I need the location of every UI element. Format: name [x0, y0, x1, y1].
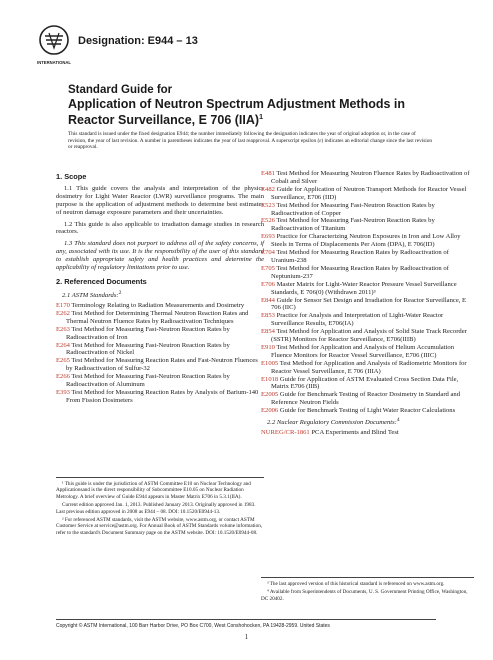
- reference-item: [261, 233, 474, 249]
- reference-list-left: [56, 302, 264, 405]
- reference-title: Test Method for Application and Analysis of Solid State Track Recorder (SSTR) Monitors for Reactor Surveillance, E706(IIIB): [271, 328, 467, 344]
- logo-caption: INTERNATIONAL: [37, 60, 71, 65]
- title-block: [68, 84, 428, 127]
- designation-notice: This standard is issued under the fixed designation E944; the number immediately following the designation indicates the year of original adoption or, in the case of revision, the year of last revision. A number in parentheses indicates the year of last reapproval. A superscript epsilon (ε) indicates an editorial change since the last revision or reapproval.: [68, 131, 433, 151]
- nrc-reference-title: PCA Experiments and Blind Test: [309, 429, 399, 437]
- reference-item: [261, 202, 474, 218]
- reference-link[interactable]: E844: [261, 296, 275, 304]
- scope-paragraph-3: 1.3 This standard does not purport to address all of the safety concerns, if any, associated with its use. It is the responsibility of the user of this standard to establish appropriate safety and health practices and determine the applicability of regulatory limitations prior to use.: [56, 240, 264, 272]
- astm-footnote-mark: 2: [118, 289, 122, 296]
- reference-title: Test Method for Measuring Fast-Neutron Reaction Rates by Radioactivation of Aluminum: [66, 373, 230, 389]
- reference-item: [56, 302, 264, 310]
- reference-item: [261, 281, 474, 297]
- reference-title: Test Method for Measuring Fast-Neutron Reaction Rates by Radioactivation of Titanium: [271, 217, 435, 233]
- reference-link[interactable]: E265: [56, 357, 70, 365]
- reference-link[interactable]: E693: [261, 233, 275, 241]
- astm-standards-label: 2.1 ASTM Standards:: [62, 292, 119, 300]
- reference-link[interactable]: E705: [261, 264, 275, 272]
- reference-title: Test Method for Measuring Reaction Rates and Fast-Neutron Fluences by Radioactivation of Sulfur-32: [66, 357, 258, 373]
- reference-title: Test Method for Measuring Reaction Rates by Radioactivation of Neptunium-237: [271, 264, 449, 280]
- reference-title: Guide for Application of ASTM Evaluated Cross Section Data File, Matrix E706 (IIB): [271, 375, 459, 391]
- nrc-reference-link[interactable]: NUREG/CR-1861: [261, 429, 310, 437]
- reference-link[interactable]: E393: [56, 388, 70, 396]
- astm-standards-intro: [56, 290, 264, 300]
- reference-title: Test Method for Application and Analysis of Radiometric Monitors for Reactor Vessel Surveillance, E 706 (IIIA): [271, 359, 467, 375]
- nrc-footnote-mark: 4: [396, 417, 400, 424]
- title-footnote-mark: 1: [259, 114, 263, 121]
- reference-item: [261, 297, 474, 313]
- reference-item: [56, 310, 264, 326]
- reference-item: [261, 344, 474, 360]
- reference-link[interactable]: E853: [261, 312, 275, 320]
- reference-item: [261, 376, 474, 392]
- title-text: Application of Neutron Spectrum Adjustment Methods in Reactor Surveillance, E 706 (IIA): [68, 97, 406, 128]
- reference-link[interactable]: E706: [261, 280, 275, 288]
- astm-logo-icon: [36, 24, 72, 68]
- reference-item: [261, 170, 474, 186]
- reference-item: [261, 328, 474, 344]
- footnote: ³ The last approved version of this historical standard is referenced on www.astm.org.: [267, 581, 445, 587]
- reference-title: Guide for Benchmark Testing of Light Water Reactor Calculations: [278, 407, 456, 415]
- reference-link[interactable]: E482: [261, 185, 275, 193]
- title-prefix: Standard Guide for: [68, 84, 173, 96]
- reference-item: [261, 265, 474, 281]
- reference-link[interactable]: E854: [261, 328, 275, 336]
- footnote: ¹ This guide is under the jurisdiction of ASTM Committee E10 on Nuclear Technology and Applicationsand is the direct responsibility of Subcommittee E10.05 on Nuclear Radiation Metrology. A brief overview of Guide E944 appears in Master Matrix E706 in 5.3.1(IIA).: [56, 481, 251, 500]
- scope-paragraph-2: 1.2 This guide is also applicable to irradiation damage studies in research reactors.: [56, 220, 264, 236]
- reference-link[interactable]: E523: [261, 201, 275, 209]
- reference-item: [56, 326, 264, 342]
- reference-link[interactable]: E1018: [261, 375, 279, 383]
- reference-link[interactable]: E481: [261, 170, 275, 177]
- reference-title: Test Method for Measuring Fast-Neutron Reaction Rates by Radioactivation of Copper: [271, 201, 435, 217]
- reference-title: Terminology Relating to Radiation Measurements and Dosimetry: [69, 301, 245, 309]
- reference-title: Test Method for Determining Thermal Neutron Reaction Rates and Thermal Neutron Fluence Rates by Radioactivation Techniques: [66, 309, 249, 325]
- page-number: 1: [244, 633, 249, 641]
- reference-title: Guide for Application of Neutron Transport Methods for Reactor Vessel Surveillance, E706 (IID): [271, 185, 467, 201]
- reference-item: [261, 249, 474, 265]
- reference-link[interactable]: E263: [56, 325, 70, 333]
- reference-title: Test Method for Measuring Reaction Rates by Analysis of Barium-140 From Fission Dosimeters: [66, 388, 259, 404]
- reference-title: Guide for Sensor Set Design and Irradiation for Reactor Surveillance, E 706 (IIC): [271, 296, 467, 312]
- reference-link[interactable]: E704: [261, 249, 275, 257]
- reference-link[interactable]: E526: [261, 217, 275, 225]
- reference-link[interactable]: E2005: [261, 391, 279, 399]
- reference-link[interactable]: E1005: [261, 359, 279, 367]
- footnote: ⁴ Available from Superintendents of Documents, U. S. Government Printing Office, Washington, DC 20402.: [261, 589, 468, 602]
- scope-heading: 1. Scope: [56, 172, 87, 181]
- reference-link[interactable]: E2006: [261, 407, 279, 415]
- document-title: [68, 97, 428, 127]
- reference-link[interactable]: E910: [261, 343, 275, 351]
- reference-item: [56, 373, 264, 389]
- reference-item: [56, 342, 264, 358]
- left-column: [56, 173, 264, 405]
- reference-title: Test Method for Measuring Fast-Neutron Reaction Rates by Radioactivation of Iron: [66, 325, 230, 341]
- reference-item: [261, 217, 474, 233]
- footnotes-left: [56, 477, 264, 538]
- footnote: ² For referenced ASTM standards, visit the ASTM website, www.astm.org, or contact ASTM Customer Service at service@astm.org. For Annual Book of ASTM Standards volume information, refer to the standard's Document Summary page on the ASTM website. DOI: 10.1520/E0944-08.: [56, 517, 263, 536]
- designation: Designation: E944 – 13: [78, 35, 198, 47]
- nrc-documents-label: 2.2 Nuclear Regulatory Commission Documents:: [267, 419, 397, 427]
- reference-title: Test Method for Measuring Reaction Rates by Radioactivation of Uranium-238: [271, 249, 449, 264]
- reference-item: [56, 357, 264, 373]
- copyright-line: Copyright © ASTM International, 100 Barr Harbor Drive, PO Box C700, West Conshohocken, PA 19428-2959. United States: [56, 619, 436, 629]
- nrc-documents-intro: [261, 417, 474, 427]
- nrc-reference: [261, 429, 474, 437]
- reference-item: [261, 407, 474, 415]
- reference-list-right: [261, 170, 474, 415]
- reference-title: Test Method for Measuring Fast-Neutron Reaction Rates by Radioactivation of Nickel: [66, 341, 230, 357]
- footnote: Current edition approved Jan. 1, 2013. Published January 2013. Originally approved in 1983. Last previous edition approved in 2008 as E944 – 08. DOI: 10.1520/E0944-13.: [56, 502, 256, 515]
- right-column: [261, 170, 474, 437]
- reference-item: [56, 389, 264, 405]
- reference-title: Test Method for Application and Analysis of Helium Accumulation Fluence Monitors for Reactor Vessel Surveillance, E706 (IIIC): [271, 343, 454, 359]
- footnotes-right: [261, 577, 474, 604]
- reference-link[interactable]: E264: [56, 341, 70, 349]
- reference-link[interactable]: E262: [56, 309, 70, 317]
- reference-title: Practice for Characterizing Neutron Exposures in Iron and Low Alloy Steels in Terms of Displacements Per Atom (DPA), E 706(ID): [271, 233, 461, 249]
- reference-item: [261, 360, 474, 376]
- reference-link[interactable]: E266: [56, 373, 70, 381]
- reference-item: [261, 312, 474, 328]
- reference-title: Guide for Benchmark Testing of Reactor Dosimetry in Standard and Reference Neutron Fields: [271, 391, 461, 407]
- references-heading: 2. Referenced Documents: [56, 276, 147, 286]
- reference-link[interactable]: E170: [56, 301, 70, 309]
- reference-title: Master Matrix for Light-Water Reactor Pressure Vessel Surveillance Standards, E 706(0) (Withdrawn 2011)³: [271, 280, 457, 296]
- scope-paragraph-1: 1.1 This guide covers the analysis and interpretation of the physics dosimetry for Light Water Reactor (LWR) surveillance programs. The main purpose is the application of adjustment methods to determine best estimates of neutron damage exposure parameters and their uncertainties.: [56, 184, 264, 216]
- reference-title: Test Method for Measuring Neutron Fluence Rates by Radioactivation of Cobalt and Silver: [271, 170, 470, 185]
- reference-title: Practice for Analysis and Interpretation of Light-Water Reactor Surveillance Results, E706(IA): [271, 312, 444, 328]
- reference-item: [261, 391, 474, 407]
- reference-item: [261, 186, 474, 202]
